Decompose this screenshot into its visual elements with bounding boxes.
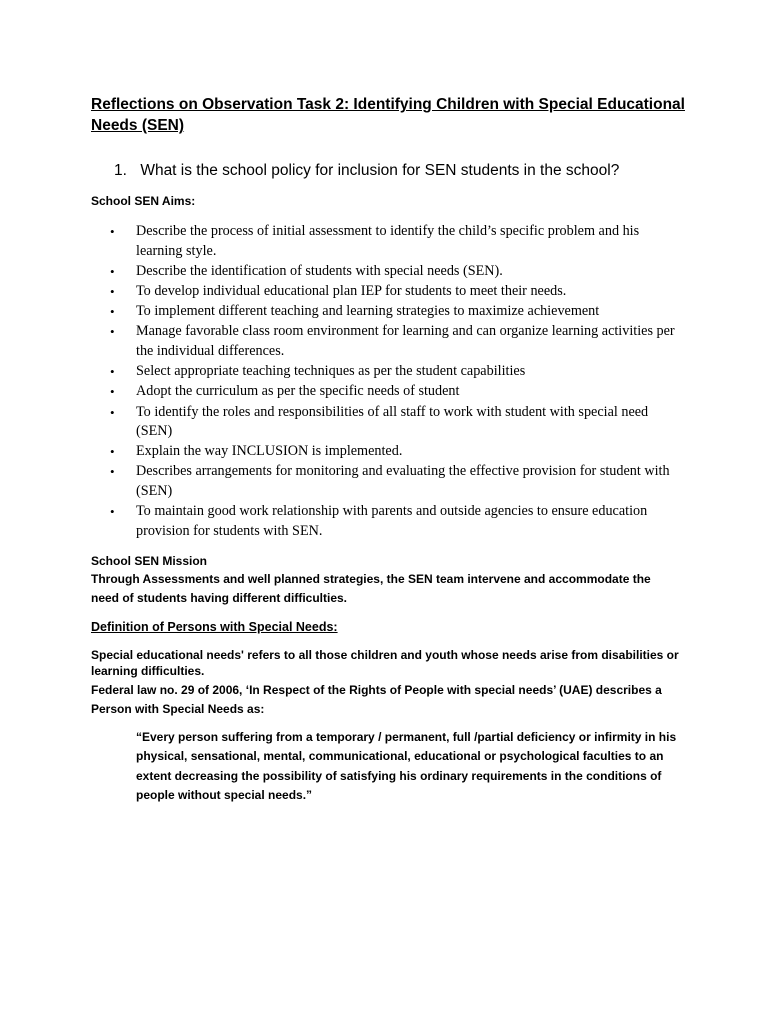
list-item xyxy=(108,322,678,361)
bullet-icon: • xyxy=(110,404,115,420)
list-item xyxy=(108,403,678,442)
document-title: Reflections on Observation Task 2: Identifying Children with Special Educational Needs (SEN) xyxy=(91,96,685,134)
list-item xyxy=(108,222,678,261)
definition-heading: Definition of Persons with Special Needs: xyxy=(91,620,338,634)
aims-list xyxy=(108,222,678,542)
aim-text: Describe the process of initial assessment to identify the child’s specific problem and his learning style. xyxy=(136,223,640,259)
aim-text: Adopt the curriculum as per the specific needs of student xyxy=(136,383,460,400)
quote-text: “Every person suffering from a temporary / permanent, full /partial deficiency or infirmity in his physical, sensational, mental, communicational, educational or psychological faculties to an extent decreasing the possibility of satisfying his ordinary requirements in the conditions of people without special needs.” xyxy=(136,730,677,803)
bullet-icon: • xyxy=(110,224,115,239)
aim-text: Describes arrangements for monitoring and evaluating the effective provision for student with (SEN) xyxy=(136,463,670,500)
question-heading xyxy=(114,160,714,182)
aim-text: To develop individual educational plan IEP for students to meet their needs. xyxy=(136,282,567,299)
mission-label: School SEN Mission xyxy=(91,554,208,568)
question-text: What is the school policy for inclusion for SEN students in the school? xyxy=(140,162,620,179)
bullet-icon: • xyxy=(110,444,115,460)
bullet-icon: • xyxy=(110,324,115,340)
list-item xyxy=(108,282,678,302)
bullet-icon: • xyxy=(110,263,115,279)
law-text: Federal law no. 29 of 2006, ‘In Respect of the Rights of People with special needs’ (UAE) describes a Person with Special Needs as: xyxy=(91,683,662,716)
list-item xyxy=(108,502,678,541)
bullet-icon: • xyxy=(110,504,115,520)
bullet-icon: • xyxy=(110,384,115,400)
aim-text: To identify the roles and responsibilities of all staff to work with student with special need (SEN) xyxy=(136,403,649,440)
aim-text: Manage favorable class room environment for learning and can organize learning activities per the individual differences. xyxy=(136,323,675,359)
list-item xyxy=(108,382,678,402)
definition-text: Special educational needs' refers to all those children and youth whose needs arise from disabilities or learning difficulties. xyxy=(91,648,679,678)
list-item xyxy=(108,442,678,462)
mission-text: Through Assessments and well planned strategies, the SEN team intervene and accommodate the need of students having different difficulties. xyxy=(91,572,651,605)
aim-text: To maintain good work relationship with parents and outside agencies to ensure education provision for students with SEN. xyxy=(136,503,648,539)
list-item xyxy=(108,302,678,322)
aim-text: Select appropriate teaching techniques as per the student capabilities xyxy=(136,363,526,380)
aims-label: School SEN Aims: xyxy=(91,194,196,208)
question-number: 1. xyxy=(114,162,127,179)
aim-text: Describe the identification of students with special needs (SEN). xyxy=(136,262,503,279)
bullet-icon: • xyxy=(110,464,115,480)
aim-text: Explain the way INCLUSION is implemented. xyxy=(136,443,403,460)
bullet-icon: • xyxy=(110,283,115,299)
list-item xyxy=(108,362,678,382)
bullet-icon: • xyxy=(110,304,115,320)
list-item xyxy=(108,462,678,501)
list-item xyxy=(108,262,678,282)
aim-text: To implement different teaching and learning strategies to maximize achievement xyxy=(136,303,600,320)
bullet-icon: • xyxy=(110,364,115,380)
